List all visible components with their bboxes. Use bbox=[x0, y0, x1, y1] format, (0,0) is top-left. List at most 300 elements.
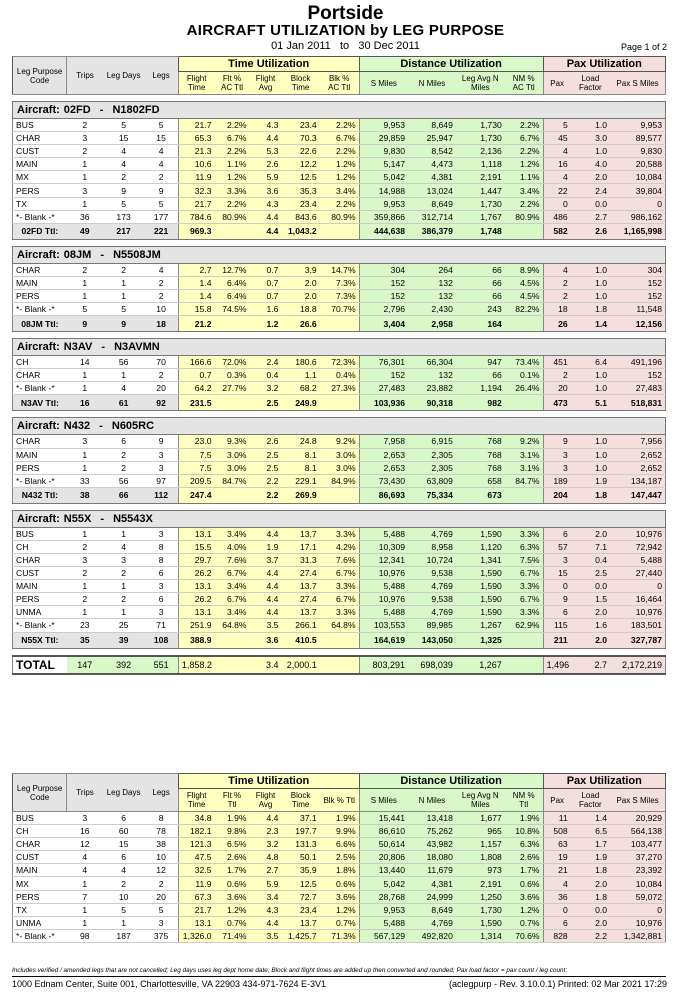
cell-s-miles: 10,976 bbox=[359, 567, 408, 580]
cell-flight-time: 13.1 bbox=[178, 606, 214, 619]
cell-pax-s-miles: 304 bbox=[610, 263, 665, 276]
cell-leg-days: 15 bbox=[103, 132, 144, 145]
summary-row bbox=[13, 864, 666, 877]
grand-total-flight-avg: 3.4 bbox=[250, 656, 282, 674]
cell-trips: 1 bbox=[67, 461, 103, 474]
cell-leg-purpose: MAIN bbox=[13, 864, 67, 877]
grand-total-nm-pct bbox=[505, 656, 543, 674]
cell-n-miles: 4,473 bbox=[408, 158, 456, 171]
cell-leg-days: 173 bbox=[103, 210, 144, 223]
col-trips-header: Trips bbox=[67, 57, 103, 95]
cell-blk-pct: 6.7% bbox=[320, 567, 359, 580]
total-block-time: 249.9 bbox=[281, 395, 319, 411]
aircraft-header-row bbox=[13, 339, 666, 356]
cell-flight-avg: 0.7 bbox=[250, 289, 282, 302]
cell-pax: 4 bbox=[543, 145, 571, 158]
cell-flt-pct: 2.2% bbox=[214, 145, 249, 158]
cell-load-factor: 1.4 bbox=[571, 812, 610, 825]
cell-legs: 6 bbox=[144, 567, 178, 580]
cell-trips: 16 bbox=[67, 825, 103, 838]
cell-blk-pct: 3.0% bbox=[320, 448, 359, 461]
total-flight-avg: 4.4 bbox=[250, 223, 282, 239]
cell-pax: 3 bbox=[543, 553, 571, 566]
spacer bbox=[13, 503, 666, 510]
cell-flight-time: 166.6 bbox=[178, 356, 214, 369]
col-pax-header: Pax bbox=[543, 72, 571, 95]
cell-nm-pct: 7.5% bbox=[505, 553, 543, 566]
col-s-miles-header: S Miles bbox=[359, 789, 408, 812]
cell-flight-avg: 3.2 bbox=[250, 382, 282, 395]
cell-pax-s-miles: 23,392 bbox=[610, 864, 665, 877]
cell-leg-avg: 973 bbox=[456, 864, 505, 877]
cell-pax-s-miles: 11,548 bbox=[610, 303, 665, 316]
cell-leg-days: 4 bbox=[103, 382, 144, 395]
cell-flt-pct: 1.1% bbox=[214, 158, 249, 171]
cell-legs: 2 bbox=[144, 289, 178, 302]
grand-total-trips: 147 bbox=[67, 656, 103, 674]
total-leg-days: 61 bbox=[103, 395, 144, 411]
cell-nm-pct: 1.7% bbox=[505, 864, 543, 877]
cell-flight-avg: 4.4 bbox=[250, 593, 282, 606]
aircraft-header-row bbox=[13, 510, 666, 527]
aircraft-header bbox=[13, 510, 666, 527]
cell-trips: 3 bbox=[67, 812, 103, 825]
cell-leg-days: 2 bbox=[103, 567, 144, 580]
cell-pax: 9 bbox=[543, 593, 571, 606]
cell-block-time: 13.7 bbox=[281, 916, 319, 929]
cell-trips: 2 bbox=[67, 145, 103, 158]
cell-pax: 0 bbox=[543, 197, 571, 210]
cell-legs: 10 bbox=[144, 303, 178, 316]
cell-flight-avg: 3.7 bbox=[250, 553, 282, 566]
cell-pax: 19 bbox=[543, 851, 571, 864]
cell-blk-pct: 64.8% bbox=[320, 619, 359, 632]
cell-pax-s-miles: 10,084 bbox=[610, 877, 665, 890]
cell-n-miles: 8,542 bbox=[408, 145, 456, 158]
cell-flight-time: 67.3 bbox=[178, 890, 214, 903]
cell-leg-avg: 965 bbox=[456, 825, 505, 838]
cell-flight-time: 784.6 bbox=[178, 210, 214, 223]
cell-legs: 2 bbox=[144, 877, 178, 890]
cell-leg-days: 6 bbox=[103, 812, 144, 825]
cell-nm-pct: 70.6% bbox=[505, 929, 543, 942]
cell-flight-avg: 4.4 bbox=[250, 916, 282, 929]
cell-n-miles: 6,915 bbox=[408, 435, 456, 448]
cell-leg-days: 56 bbox=[103, 474, 144, 487]
grand-total-pax-s-miles: 2,172,219 bbox=[610, 656, 665, 674]
cell-flt-pct: 64.8% bbox=[214, 619, 249, 632]
total-blk-pct bbox=[320, 632, 359, 648]
aircraft-separator: - bbox=[97, 512, 108, 525]
cell-trips: 2 bbox=[67, 593, 103, 606]
total-flight-time: 21.2 bbox=[178, 316, 214, 332]
cell-legs: 10 bbox=[144, 851, 178, 864]
cell-leg-days: 4 bbox=[103, 158, 144, 171]
total-leg-avg: 673 bbox=[456, 487, 505, 503]
cell-leg-avg: 1,730 bbox=[456, 903, 505, 916]
table-row bbox=[13, 567, 666, 580]
col-s-miles-header: S Miles bbox=[359, 72, 408, 95]
cell-leg-purpose: MAIN bbox=[13, 580, 67, 593]
cell-legs: 4 bbox=[144, 263, 178, 276]
cell-legs: 375 bbox=[144, 929, 178, 942]
cell-flight-avg: 4.4 bbox=[250, 812, 282, 825]
cell-load-factor: 1.0 bbox=[571, 145, 610, 158]
cell-leg-purpose: UNMA bbox=[13, 606, 67, 619]
cell-legs: 3 bbox=[144, 448, 178, 461]
cell-leg-purpose: TX bbox=[13, 903, 67, 916]
aircraft-tail: N5543X bbox=[113, 512, 153, 525]
cell-n-miles: 23,882 bbox=[408, 382, 456, 395]
cell-leg-avg: 66 bbox=[456, 276, 505, 289]
cell-leg-purpose: CHAR bbox=[13, 369, 67, 382]
cell-trips: 2 bbox=[67, 567, 103, 580]
total-leg-days: 66 bbox=[103, 487, 144, 503]
col-flight-time-header: Flight Time bbox=[178, 789, 214, 812]
cell-pax-s-miles: 183,501 bbox=[610, 619, 665, 632]
cell-flt-pct: 1.9% bbox=[214, 812, 249, 825]
cell-blk-pct: 0.4% bbox=[320, 369, 359, 382]
summary-row bbox=[13, 903, 666, 916]
cell-leg-avg: 66 bbox=[456, 369, 505, 382]
cell-n-miles: 132 bbox=[408, 289, 456, 302]
spacer-row bbox=[13, 332, 666, 339]
cell-flight-avg: 5.9 bbox=[250, 877, 282, 890]
aircraft-header-row bbox=[13, 246, 666, 263]
footnote: Includes verified / amended legs that are not cancelled; Leg days uses leg dept home date; Block and flight times are added up then converted and rounded; Pax load factor = pax count / leg count; bbox=[12, 967, 568, 974]
total-flt-pct bbox=[214, 223, 249, 239]
cell-trips: 3 bbox=[67, 132, 103, 145]
cell-blk-pct: 6.7% bbox=[320, 593, 359, 606]
cell-trips: 5 bbox=[67, 303, 103, 316]
spacer-row bbox=[13, 95, 666, 102]
cell-flt-pct: 0.6% bbox=[214, 877, 249, 890]
cell-trips: 1 bbox=[67, 903, 103, 916]
cell-trips: 2 bbox=[67, 119, 103, 132]
cell-load-factor: 1.7 bbox=[571, 838, 610, 851]
cell-s-miles: 5,488 bbox=[359, 916, 408, 929]
cell-legs: 3 bbox=[144, 916, 178, 929]
cell-load-factor: 6.5 bbox=[571, 825, 610, 838]
total-trips: 49 bbox=[67, 223, 103, 239]
col-block-time-header: Block Time bbox=[281, 72, 319, 95]
total-pax: 582 bbox=[543, 223, 571, 239]
cell-nm-pct: 1.1% bbox=[505, 171, 543, 184]
aircraft-id: N432 bbox=[63, 420, 91, 433]
cell-leg-avg: 243 bbox=[456, 303, 505, 316]
cell-leg-days: 2 bbox=[103, 448, 144, 461]
summary-row bbox=[13, 877, 666, 890]
cell-leg-purpose: *- Blank -* bbox=[13, 210, 67, 223]
total-flight-avg: 1.2 bbox=[250, 316, 282, 332]
cell-leg-purpose: PERS bbox=[13, 890, 67, 903]
total-blk-pct bbox=[320, 316, 359, 332]
table-row bbox=[13, 553, 666, 566]
cell-leg-purpose: CUST bbox=[13, 567, 67, 580]
cell-block-time: 2.0 bbox=[281, 289, 319, 302]
cell-leg-avg: 1,730 bbox=[456, 132, 505, 145]
table-row bbox=[13, 132, 666, 145]
cell-pax: 451 bbox=[543, 356, 571, 369]
cell-s-miles: 5,488 bbox=[359, 580, 408, 593]
col-blk-pct-header: Blk % Ttl bbox=[320, 789, 359, 812]
cell-blk-pct: 2.2% bbox=[320, 119, 359, 132]
cell-flight-avg: 0.7 bbox=[250, 263, 282, 276]
cell-leg-avg: 768 bbox=[456, 461, 505, 474]
cell-pax-s-miles: 10,976 bbox=[610, 606, 665, 619]
cell-trips: 4 bbox=[67, 851, 103, 864]
cell-load-factor: 0.0 bbox=[571, 197, 610, 210]
cell-s-miles: 567,129 bbox=[359, 929, 408, 942]
cell-flt-pct: 27.7% bbox=[214, 382, 249, 395]
cell-load-factor: 2.0 bbox=[571, 916, 610, 929]
cell-pax-s-miles: 16,464 bbox=[610, 593, 665, 606]
cell-nm-pct: 9.2% bbox=[505, 435, 543, 448]
aircraft-id: 02FD bbox=[63, 104, 91, 116]
col-pax-s-miles-header: Pax S Miles bbox=[610, 789, 665, 812]
cell-n-miles: 9,538 bbox=[408, 593, 456, 606]
date-to-word: to bbox=[339, 40, 350, 52]
cell-blk-pct: 80.9% bbox=[320, 210, 359, 223]
total-n-miles: 75,334 bbox=[408, 487, 456, 503]
cell-leg-avg: 1,767 bbox=[456, 210, 505, 223]
cell-flight-time: 182.1 bbox=[178, 825, 214, 838]
cell-leg-days: 1 bbox=[103, 289, 144, 302]
cell-blk-pct: 6.7% bbox=[320, 132, 359, 145]
cell-flight-time: 1.4 bbox=[178, 289, 214, 302]
grand-total-block-time: 2,000.1 bbox=[281, 656, 319, 674]
total-leg-purpose: N3AV Ttl: bbox=[13, 395, 67, 411]
cell-blk-pct: 2.2% bbox=[320, 145, 359, 158]
cell-flight-time: 251.9 bbox=[178, 619, 214, 632]
aircraft-label: Aircraft: bbox=[17, 104, 60, 116]
cell-flight-time: 13.1 bbox=[178, 527, 214, 540]
grand-total-leg-purpose: TOTAL bbox=[13, 656, 67, 674]
cell-load-factor: 1.0 bbox=[571, 448, 610, 461]
cell-load-factor: 1.0 bbox=[571, 461, 610, 474]
cell-s-miles: 10,309 bbox=[359, 540, 408, 553]
cell-block-time: 70.3 bbox=[281, 132, 319, 145]
cell-leg-days: 2 bbox=[103, 263, 144, 276]
cell-leg-purpose: CH bbox=[13, 356, 67, 369]
cell-flight-time: 13.1 bbox=[178, 916, 214, 929]
cell-pax-s-miles: 10,976 bbox=[610, 527, 665, 540]
cell-block-time: 180.6 bbox=[281, 356, 319, 369]
aircraft-tail: N605RC bbox=[111, 420, 155, 433]
cell-leg-avg: 1,677 bbox=[456, 812, 505, 825]
cell-pax: 6 bbox=[543, 606, 571, 619]
cell-block-time: 24.8 bbox=[281, 435, 319, 448]
cell-block-time: 1.1 bbox=[281, 369, 319, 382]
total-leg-avg: 164 bbox=[456, 316, 505, 332]
cell-flight-avg: 0.7 bbox=[250, 276, 282, 289]
cell-legs: 3 bbox=[144, 580, 178, 593]
cell-s-miles: 9,830 bbox=[359, 145, 408, 158]
cell-s-miles: 2,653 bbox=[359, 461, 408, 474]
total-nm-pct bbox=[505, 487, 543, 503]
total-legs: 108 bbox=[144, 632, 178, 648]
grand-total-s-miles: 803,291 bbox=[359, 656, 408, 674]
total-block-time: 269.9 bbox=[281, 487, 319, 503]
cell-pax-s-miles: 5,488 bbox=[610, 553, 665, 566]
cell-flt-pct: 6.7% bbox=[214, 132, 249, 145]
cell-trips: 1 bbox=[67, 369, 103, 382]
aircraft-id: N55X bbox=[63, 512, 92, 525]
cell-legs: 5 bbox=[144, 119, 178, 132]
table-row bbox=[13, 158, 666, 171]
header-group-row bbox=[13, 57, 666, 72]
cell-blk-pct: 3.3% bbox=[320, 527, 359, 540]
total-leg-avg: 1,325 bbox=[456, 632, 505, 648]
cell-flight-time: 64.2 bbox=[178, 382, 214, 395]
cell-pax: 486 bbox=[543, 210, 571, 223]
cell-nm-pct: 3.3% bbox=[505, 606, 543, 619]
cell-flt-pct: 80.9% bbox=[214, 210, 249, 223]
cell-flight-avg: 0.4 bbox=[250, 369, 282, 382]
cell-n-miles: 24,999 bbox=[408, 890, 456, 903]
cell-flt-pct: 1.2% bbox=[214, 171, 249, 184]
cell-flight-avg: 3.5 bbox=[250, 619, 282, 632]
cell-flt-pct: 9.3% bbox=[214, 435, 249, 448]
col-flt-pct-header: Flt % AC Ttl bbox=[214, 72, 249, 95]
cell-nm-pct: 1.9% bbox=[505, 812, 543, 825]
grand-total-flight-time: 1,858.2 bbox=[178, 656, 214, 674]
cell-nm-pct: 3.3% bbox=[505, 580, 543, 593]
cell-flight-time: 209.5 bbox=[178, 474, 214, 487]
table-row bbox=[13, 289, 666, 302]
cell-pax-s-miles: 89,577 bbox=[610, 132, 665, 145]
cell-trips: 1 bbox=[67, 606, 103, 619]
cell-leg-avg: 1,590 bbox=[456, 606, 505, 619]
col-block-time-header: Block Time bbox=[281, 789, 319, 812]
cell-load-factor: 1.9 bbox=[571, 851, 610, 864]
total-pax-s-miles: 327,787 bbox=[610, 632, 665, 648]
total-legs: 221 bbox=[144, 223, 178, 239]
spacer bbox=[13, 411, 666, 418]
cell-leg-days: 56 bbox=[103, 356, 144, 369]
cell-s-miles: 152 bbox=[359, 289, 408, 302]
cell-blk-pct: 3.6% bbox=[320, 890, 359, 903]
cell-flt-pct: 6.4% bbox=[214, 289, 249, 302]
cell-load-factor: 7.1 bbox=[571, 540, 610, 553]
aircraft-total-row bbox=[13, 223, 666, 239]
total-trips: 35 bbox=[67, 632, 103, 648]
cell-n-miles: 11,679 bbox=[408, 864, 456, 877]
cell-s-miles: 152 bbox=[359, 369, 408, 382]
aircraft-total-row bbox=[13, 632, 666, 648]
cell-load-factor: 2.0 bbox=[571, 527, 610, 540]
cell-leg-days: 187 bbox=[103, 929, 144, 942]
cell-flight-time: 10.6 bbox=[178, 158, 214, 171]
cell-load-factor: 1.0 bbox=[571, 382, 610, 395]
total-nm-pct bbox=[505, 316, 543, 332]
cell-block-time: 229.1 bbox=[281, 474, 319, 487]
cell-trips: 1 bbox=[67, 916, 103, 929]
spacer-row bbox=[13, 503, 666, 510]
grand-total-blk-pct bbox=[320, 656, 359, 674]
cell-leg-purpose: PERS bbox=[13, 289, 67, 302]
table-row bbox=[13, 606, 666, 619]
cell-flight-avg: 3.4 bbox=[250, 890, 282, 903]
cell-leg-avg: 1,314 bbox=[456, 929, 505, 942]
cell-flight-time: 7.5 bbox=[178, 448, 214, 461]
cell-legs: 4 bbox=[144, 158, 178, 171]
cell-block-time: 13.7 bbox=[281, 527, 319, 540]
cell-flt-pct: 2.6% bbox=[214, 851, 249, 864]
col-legs-header: Legs bbox=[144, 57, 178, 95]
cell-load-factor: 1.0 bbox=[571, 289, 610, 302]
cell-leg-avg: 66 bbox=[456, 263, 505, 276]
total-n-miles: 143,050 bbox=[408, 632, 456, 648]
cell-load-factor: 1.0 bbox=[571, 119, 610, 132]
cell-leg-avg: 1,250 bbox=[456, 890, 505, 903]
col-n-miles-header: N Miles bbox=[408, 789, 456, 812]
summary-row bbox=[13, 916, 666, 929]
cell-s-miles: 29,859 bbox=[359, 132, 408, 145]
cell-leg-days: 15 bbox=[103, 838, 144, 851]
aircraft-separator: - bbox=[96, 104, 107, 116]
total-flight-avg: 3.6 bbox=[250, 632, 282, 648]
total-legs: 92 bbox=[144, 395, 178, 411]
cell-leg-purpose: *- Blank -* bbox=[13, 474, 67, 487]
cell-n-miles: 75,262 bbox=[408, 825, 456, 838]
cell-legs: 177 bbox=[144, 210, 178, 223]
cell-block-time: 27.4 bbox=[281, 593, 319, 606]
cell-leg-purpose: CHAR bbox=[13, 435, 67, 448]
cell-blk-pct: 7.3% bbox=[320, 276, 359, 289]
cell-block-time: 131.3 bbox=[281, 838, 319, 851]
cell-load-factor: 1.5 bbox=[571, 593, 610, 606]
cell-s-miles: 2,653 bbox=[359, 448, 408, 461]
cell-nm-pct: 26.4% bbox=[505, 382, 543, 395]
cell-blk-pct: 7.6% bbox=[320, 553, 359, 566]
footer-printed: (aclegpurp - Rev. 3.10.0.1) Printed: 02 Mar 2021 17:29 bbox=[449, 979, 667, 989]
table-row bbox=[13, 303, 666, 316]
cell-leg-days: 9 bbox=[103, 184, 144, 197]
cell-blk-pct: 0.6% bbox=[320, 877, 359, 890]
cell-legs: 2 bbox=[144, 276, 178, 289]
cell-n-miles: 13,418 bbox=[408, 812, 456, 825]
cell-blk-pct: 7.3% bbox=[320, 289, 359, 302]
cell-flight-time: 21.7 bbox=[178, 903, 214, 916]
cell-flight-time: 11.9 bbox=[178, 877, 214, 890]
cell-block-time: 27.4 bbox=[281, 567, 319, 580]
cell-flight-time: 21.7 bbox=[178, 197, 214, 210]
cell-leg-days: 4 bbox=[103, 540, 144, 553]
cell-block-time: 12.2 bbox=[281, 158, 319, 171]
cell-flt-pct: 2.2% bbox=[214, 197, 249, 210]
cell-flight-avg: 2.5 bbox=[250, 448, 282, 461]
cell-leg-purpose: CH bbox=[13, 825, 67, 838]
cell-trips: 1 bbox=[67, 171, 103, 184]
total-s-miles: 164,619 bbox=[359, 632, 408, 648]
cell-block-time: 18.8 bbox=[281, 303, 319, 316]
cell-leg-avg: 658 bbox=[456, 474, 505, 487]
cell-pax: 5 bbox=[543, 119, 571, 132]
cell-flt-pct: 12.7% bbox=[214, 263, 249, 276]
cell-flight-avg: 4.8 bbox=[250, 851, 282, 864]
cell-s-miles: 20,806 bbox=[359, 851, 408, 864]
cell-leg-purpose: CHAR bbox=[13, 263, 67, 276]
cell-leg-purpose: CHAR bbox=[13, 553, 67, 566]
grand-total-n-miles: 698,039 bbox=[408, 656, 456, 674]
cell-legs: 20 bbox=[144, 382, 178, 395]
cell-load-factor: 2.5 bbox=[571, 567, 610, 580]
cell-flight-avg: 3.2 bbox=[250, 838, 282, 851]
aircraft-header bbox=[13, 102, 666, 119]
header-group-row bbox=[13, 774, 666, 789]
time-utilization-group-header: Time Utilization bbox=[178, 774, 359, 789]
